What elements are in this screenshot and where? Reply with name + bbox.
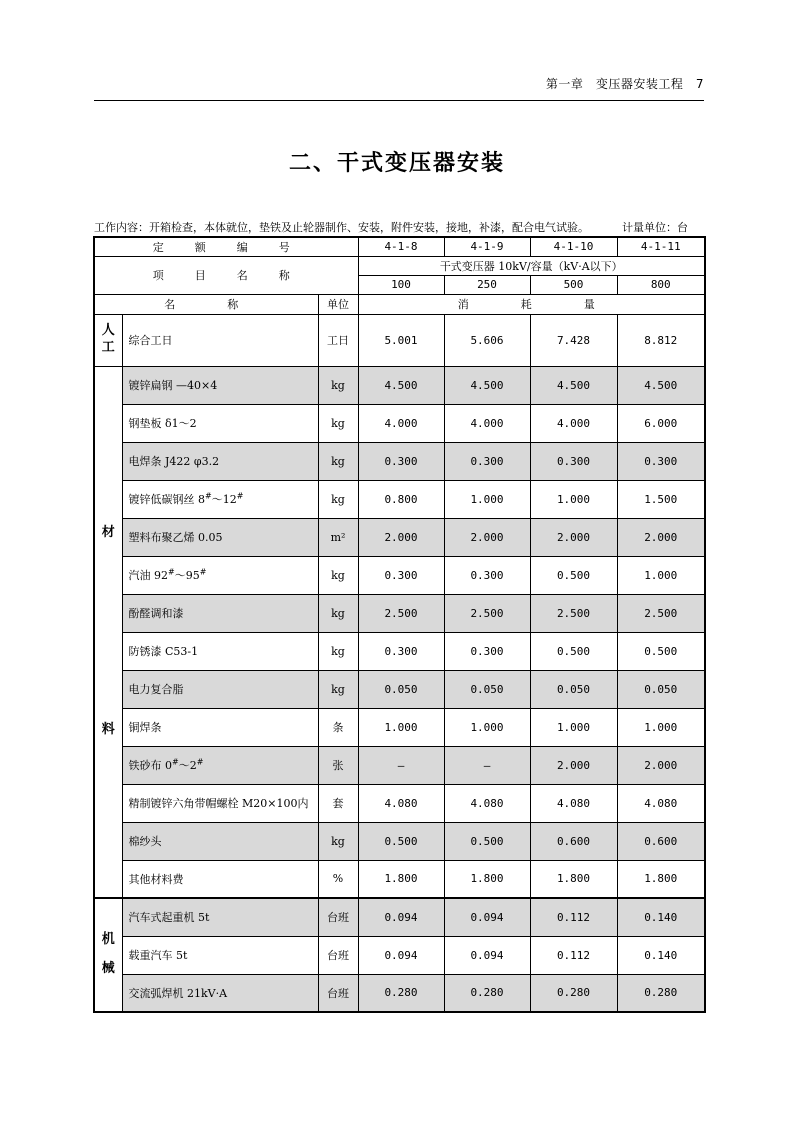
item-value: 6.000 xyxy=(617,404,705,442)
item-value: 0.050 xyxy=(530,670,617,708)
item-unit: 台班 xyxy=(318,898,358,936)
header-rule xyxy=(94,100,704,101)
material-row xyxy=(94,442,705,480)
item-value: 0.500 xyxy=(530,632,617,670)
material-row xyxy=(94,480,705,518)
item-value: 0.050 xyxy=(444,670,530,708)
item-unit: kg xyxy=(318,480,358,518)
item-name-part: ～2 xyxy=(178,759,197,772)
item-name-part: 汽油 92 xyxy=(128,569,168,582)
item-value: 0.300 xyxy=(444,442,530,480)
item-value: 0.500 xyxy=(444,822,530,860)
category-material-char-b: 料 xyxy=(101,721,115,737)
item-value: 0.300 xyxy=(617,442,705,480)
item-value: 1.000 xyxy=(358,708,444,746)
item-value: 2.000 xyxy=(617,746,705,784)
quota-number: 4-1-11 xyxy=(617,237,705,256)
item-value: 0.300 xyxy=(444,632,530,670)
running-head xyxy=(94,72,704,92)
item-value: 0.800 xyxy=(358,480,444,518)
item-unit: 台班 xyxy=(318,974,358,1012)
item-value: 1.000 xyxy=(617,556,705,594)
item-unit: kg xyxy=(318,442,358,480)
item-name: 镀锌扁钢 —40×4 xyxy=(122,366,318,404)
material-row xyxy=(94,556,705,594)
item-value: 0.300 xyxy=(530,442,617,480)
material-row xyxy=(94,632,705,670)
item-unit: % xyxy=(318,860,358,898)
item-unit: kg xyxy=(318,366,358,404)
machinery-row xyxy=(94,974,705,1012)
item-value: 1.800 xyxy=(444,860,530,898)
item-value: 2.000 xyxy=(530,518,617,556)
item-unit: kg xyxy=(318,404,358,442)
gauge-mark: # xyxy=(205,491,212,501)
item-unit: 条 xyxy=(318,708,358,746)
item-name: 其他材料费 xyxy=(122,860,318,898)
spec-header: 干式变压器 10kV/容量（kV·A以下） xyxy=(358,256,705,275)
column-name-header: 名 称 xyxy=(94,294,318,314)
item-unit: kg xyxy=(318,594,358,632)
item-name xyxy=(122,556,318,594)
item-name: 电焊条 J422 φ3.2 xyxy=(122,442,318,480)
category-spacer xyxy=(95,949,122,961)
item-value: 4.500 xyxy=(358,366,444,404)
item-value: 2.000 xyxy=(444,518,530,556)
capacity-value: 250 xyxy=(444,275,530,294)
machinery-row xyxy=(94,898,705,936)
item-value: 4.000 xyxy=(444,404,530,442)
item-value: 1.800 xyxy=(617,860,705,898)
column-unit-header: 单位 xyxy=(318,294,358,314)
category-material-char-a: 材 xyxy=(101,524,115,540)
item-value: 0.300 xyxy=(358,556,444,594)
material-row xyxy=(94,670,705,708)
item-name-part: ～12 xyxy=(211,493,237,506)
item-value: 4.500 xyxy=(530,366,617,404)
material-row xyxy=(94,404,705,442)
gauge-mark: # xyxy=(236,491,244,501)
item-value: 4.500 xyxy=(617,366,705,404)
item-name xyxy=(122,746,318,784)
item-value: 7.428 xyxy=(530,314,617,366)
item-value: 0.050 xyxy=(358,670,444,708)
material-row xyxy=(94,594,705,632)
item-value: 1.000 xyxy=(530,480,617,518)
item-value: 2.000 xyxy=(530,746,617,784)
item-name-part: 镀锌低碳钢丝 8 xyxy=(128,493,205,506)
item-name: 电力复合脂 xyxy=(122,670,318,708)
item-name: 铜焊条 xyxy=(122,708,318,746)
quota-number: 4-1-10 xyxy=(530,237,617,256)
column-consumption-header: 消 耗 量 xyxy=(358,294,705,314)
item-name: 汽车式起重机 5t xyxy=(122,898,318,936)
quota-table xyxy=(93,236,706,1013)
item-unit: kg xyxy=(318,632,358,670)
material-row xyxy=(94,518,705,556)
item-value: 4.080 xyxy=(530,784,617,822)
work-line xyxy=(94,219,704,235)
item-value: 0.094 xyxy=(444,936,530,974)
gauge-mark: # xyxy=(196,757,204,767)
column-header-row xyxy=(94,294,705,314)
chapter-title: 第一章 变压器安装工程 7 xyxy=(545,77,704,91)
item-value: 5.001 xyxy=(358,314,444,366)
item-value: 2.500 xyxy=(617,594,705,632)
category-material xyxy=(94,366,122,898)
item-value: 0.112 xyxy=(530,898,617,936)
quota-number: 4-1-9 xyxy=(444,237,530,256)
item-value: 4.080 xyxy=(617,784,705,822)
item-value: 1.800 xyxy=(530,860,617,898)
material-row xyxy=(94,708,705,746)
item-value: 0.140 xyxy=(617,898,705,936)
capacity-value: 800 xyxy=(617,275,705,294)
item-unit: 台班 xyxy=(318,936,358,974)
category-machinery-char-a: 机 xyxy=(101,932,115,948)
quota-number-label: 定 额 编 号 xyxy=(94,237,358,256)
item-value: 0.600 xyxy=(530,822,617,860)
item-name: 酚醛调和漆 xyxy=(122,594,318,632)
item-name: 钢垫板 δ1～2 xyxy=(122,404,318,442)
item-value: 4.080 xyxy=(444,784,530,822)
item-name: 综合工日 xyxy=(122,314,318,366)
item-name: 棉纱头 xyxy=(122,822,318,860)
page-title: 二、干式变压器安装 xyxy=(288,151,505,176)
item-value: — xyxy=(444,746,530,784)
machinery-row xyxy=(94,936,705,974)
item-value: 0.050 xyxy=(617,670,705,708)
item-value: 0.094 xyxy=(444,898,530,936)
item-value: 1.500 xyxy=(617,480,705,518)
item-value: 2.500 xyxy=(530,594,617,632)
item-value: 0.280 xyxy=(617,974,705,1012)
item-value: 2.000 xyxy=(617,518,705,556)
item-value: 0.600 xyxy=(617,822,705,860)
item-value: 1.000 xyxy=(444,480,530,518)
item-value: 0.500 xyxy=(530,556,617,594)
category-labor xyxy=(94,314,122,366)
measurement-unit-note: 计量单位：台 xyxy=(622,221,688,234)
item-name: 塑料布聚乙烯 0.05 xyxy=(122,518,318,556)
item-value: 0.300 xyxy=(358,632,444,670)
material-row xyxy=(94,746,705,784)
item-unit: 张 xyxy=(318,746,358,784)
item-value: 0.280 xyxy=(358,974,444,1012)
material-row xyxy=(94,366,705,404)
item-value: 2.500 xyxy=(358,594,444,632)
category-machinery-char-b: 械 xyxy=(101,961,115,976)
item-name: 精制镀锌六角带帽螺栓 M20×100内 xyxy=(122,784,318,822)
material-row xyxy=(94,784,705,822)
gauge-mark: # xyxy=(172,757,179,767)
quota-number-row xyxy=(94,237,705,256)
category-machinery xyxy=(94,898,122,1012)
item-value: 1.800 xyxy=(358,860,444,898)
spec-header-row xyxy=(94,256,705,275)
item-name-part: ～95 xyxy=(174,569,200,582)
item-name: 载重汽车 5t xyxy=(122,936,318,974)
item-unit: kg xyxy=(318,556,358,594)
category-spacer xyxy=(95,542,122,722)
item-value: 4.080 xyxy=(358,784,444,822)
item-value: 0.094 xyxy=(358,898,444,936)
capacity-value: 500 xyxy=(530,275,617,294)
item-value: 8.812 xyxy=(617,314,705,366)
item-name-label: 项 目 名 称 xyxy=(94,256,358,294)
item-value: 5.606 xyxy=(444,314,530,366)
item-value: 1.000 xyxy=(617,708,705,746)
item-value: 0.300 xyxy=(444,556,530,594)
work-content: 工作内容：开箱检查，本体就位，垫铁及止轮器制作、安装，附件安装，接地，补漆，配合电气试验。 xyxy=(94,221,589,234)
item-value: 4.000 xyxy=(530,404,617,442)
item-name: 交流弧焊机 21kV·A xyxy=(122,974,318,1012)
material-row xyxy=(94,822,705,860)
item-value: 2.000 xyxy=(358,518,444,556)
item-value: 0.112 xyxy=(530,936,617,974)
category-labor-text: 人工 xyxy=(101,323,115,355)
gauge-mark: # xyxy=(168,567,175,577)
item-value: 0.300 xyxy=(358,442,444,480)
item-unit: m² xyxy=(318,518,358,556)
item-value: 1.000 xyxy=(530,708,617,746)
gauge-mark: # xyxy=(199,567,207,577)
capacity-value: 100 xyxy=(358,275,444,294)
item-value: 0.140 xyxy=(617,936,705,974)
quota-number: 4-1-8 xyxy=(358,237,444,256)
item-unit: 套 xyxy=(318,784,358,822)
item-name xyxy=(122,480,318,518)
item-unit: 工日 xyxy=(318,314,358,366)
item-unit: kg xyxy=(318,670,358,708)
item-name-part: 铁砂布 0 xyxy=(128,759,172,772)
item-value: 0.500 xyxy=(358,822,444,860)
item-unit: kg xyxy=(318,822,358,860)
material-row xyxy=(94,860,705,898)
item-value: 0.500 xyxy=(617,632,705,670)
item-value: 0.094 xyxy=(358,936,444,974)
item-value: — xyxy=(358,746,444,784)
labor-row xyxy=(94,314,705,366)
item-name: 防锈漆 C53-1 xyxy=(122,632,318,670)
item-value: 0.280 xyxy=(530,974,617,1012)
item-value: 1.000 xyxy=(444,708,530,746)
item-value: 4.500 xyxy=(444,366,530,404)
item-value: 2.500 xyxy=(444,594,530,632)
item-value: 4.000 xyxy=(358,404,444,442)
item-value: 0.280 xyxy=(444,974,530,1012)
